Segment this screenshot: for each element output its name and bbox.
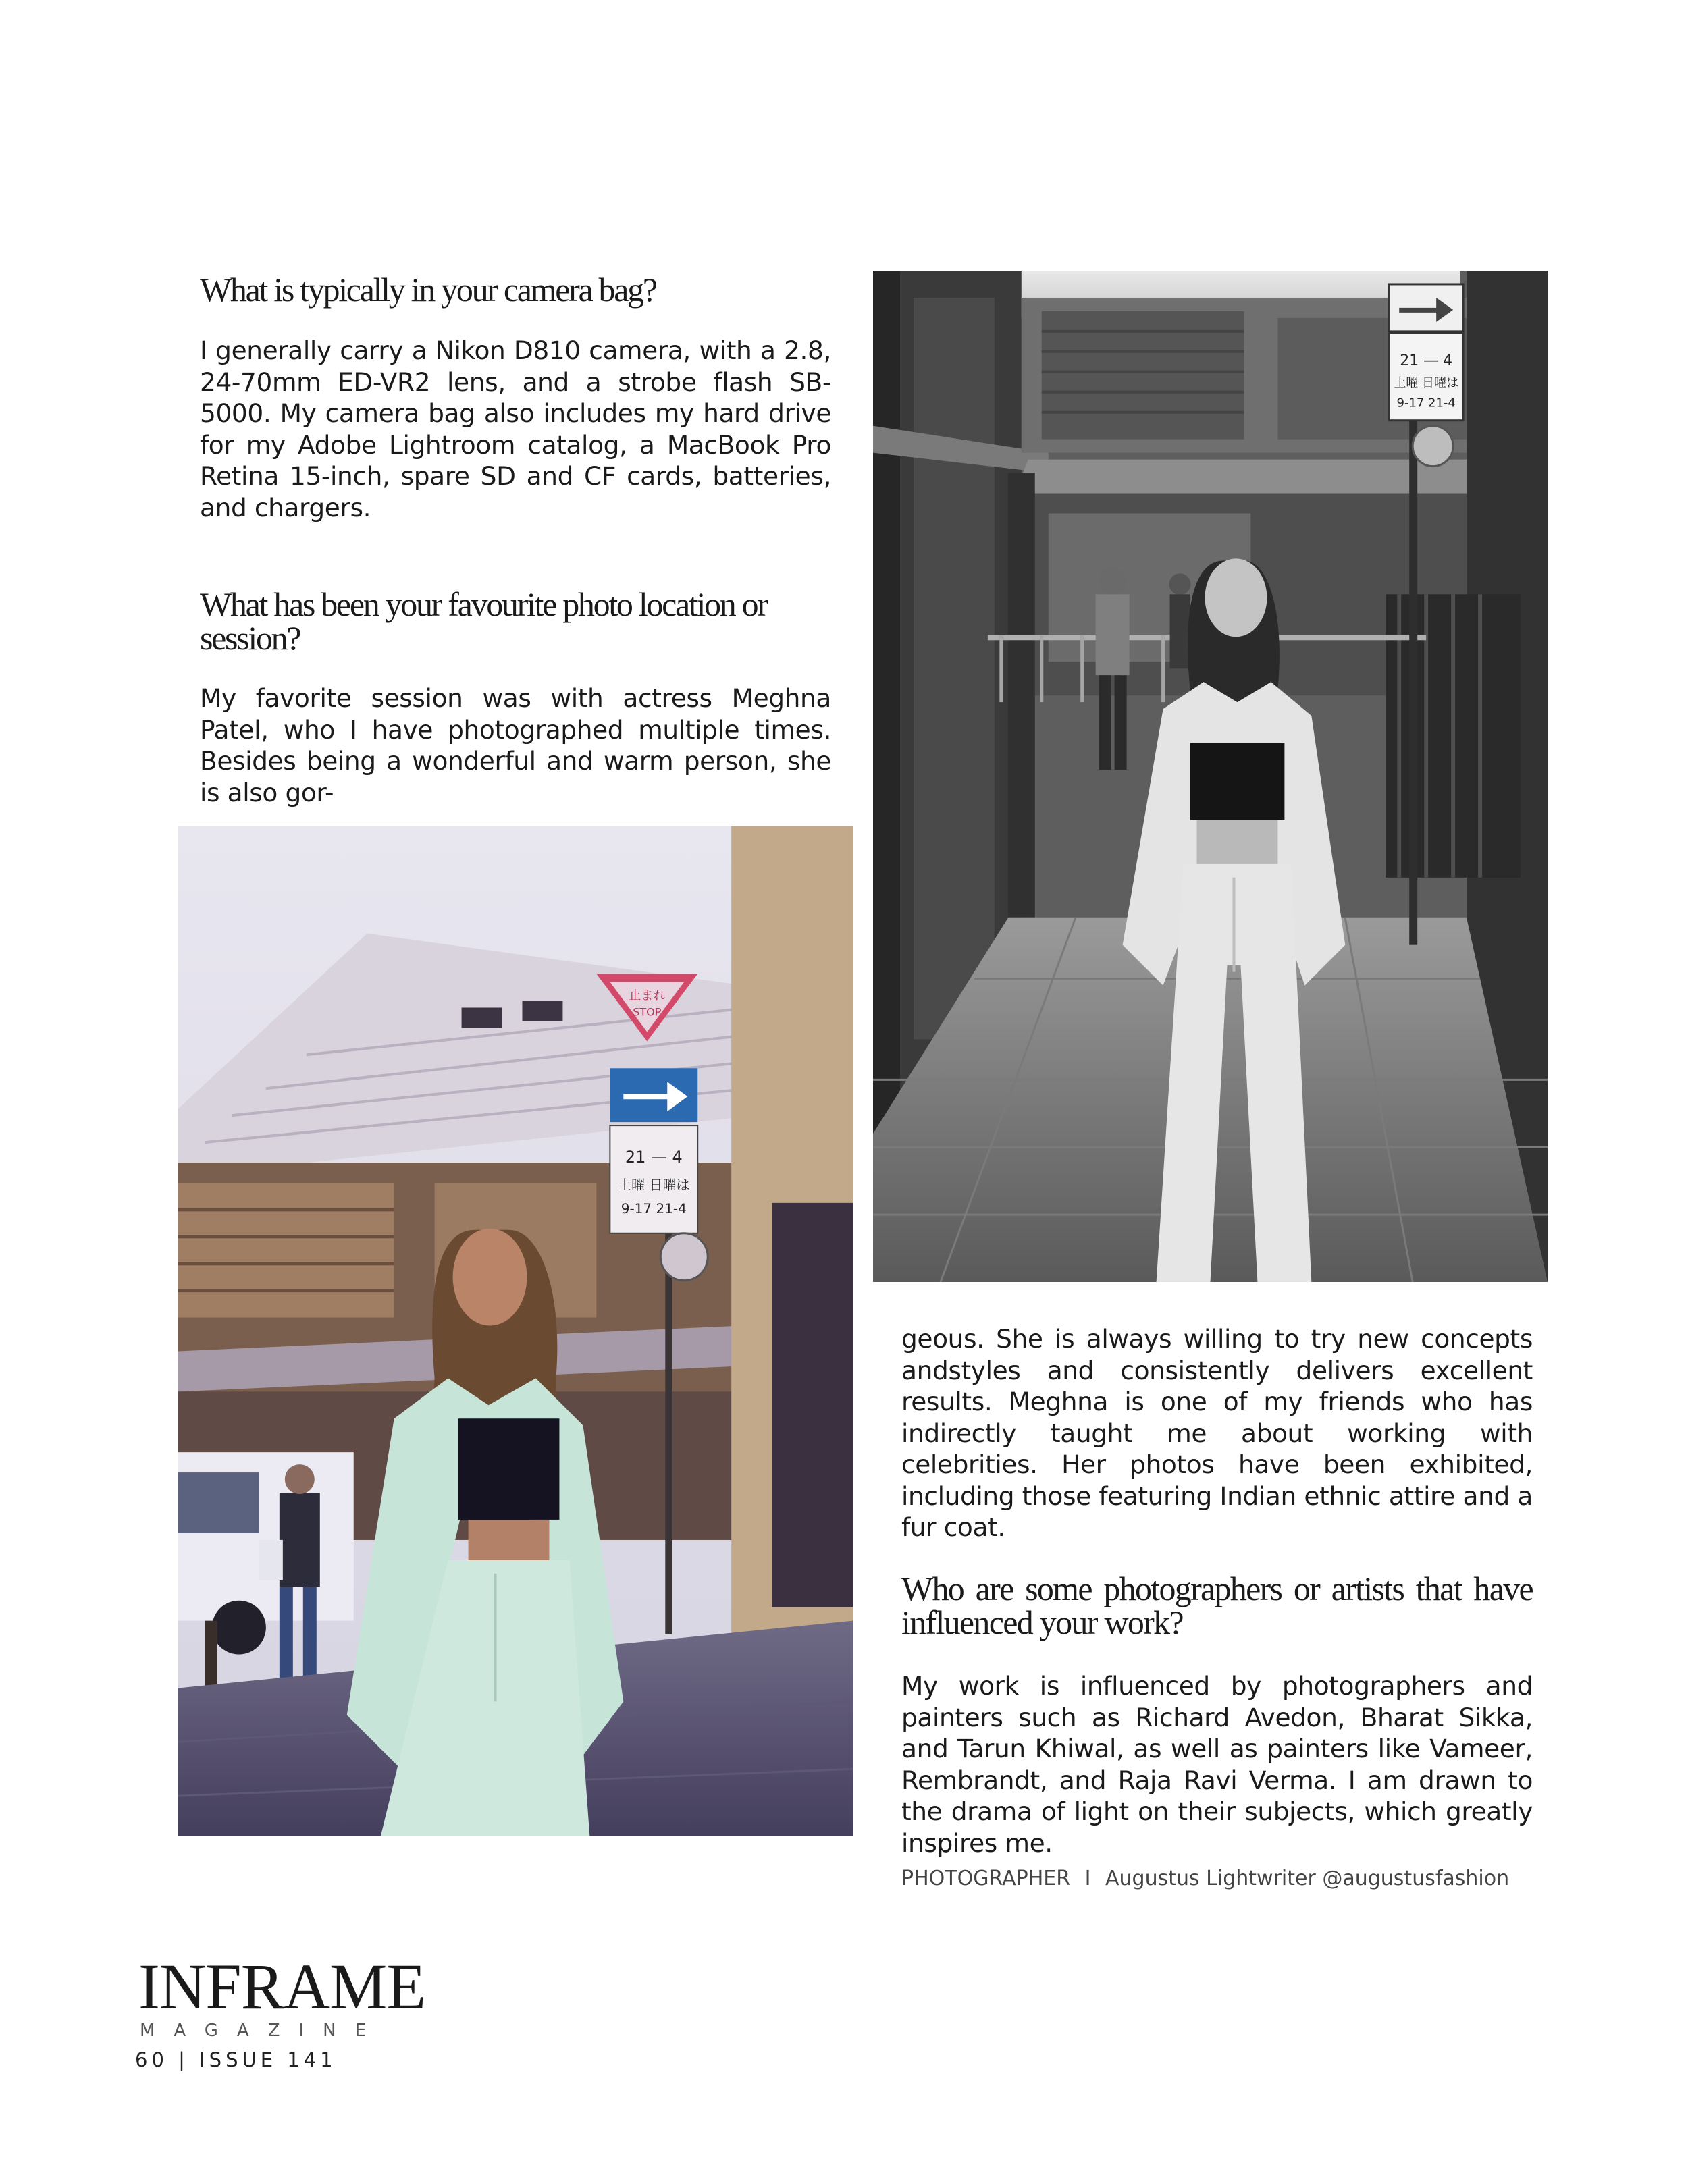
credit-separator: I (1084, 1867, 1091, 1890)
color-sign-line-3: 9-17 21-4 (621, 1200, 687, 1217)
answer-favourite-session-part2: geous. She is always willing to try new concepts andstyles and consistently delivers excellent results. Meghna is one of my friends who has indirectly taught me about working with celebrities. Her photos have been exhibited, including those featuring Indian ethnic attire and a fur coat. (901, 1324, 1533, 1542)
answer-favourite-session-part1: My favorite session was with actress Meghna Patel, who I have photographed multiple times. Besides being a wonderful and warm person, she is also gor- (200, 683, 831, 807)
question-favourite-session: What has been your favourite photo location or session? (200, 585, 767, 657)
color-sign-line-1: 21 — 4 (625, 1148, 683, 1167)
stop-sign-jp: 止まれ (629, 988, 666, 1003)
color-sign-line-2: 土曜 日曜は (618, 1176, 690, 1193)
magazine-subtitle: MAGAZINE (140, 2021, 386, 2041)
credit-name: Augustus Lightwriter @augustusfashion (1105, 1867, 1510, 1890)
masthead (138, 1950, 426, 2041)
credit-label: PHOTOGRAPHER (901, 1867, 1071, 1890)
question-camera-bag: What is typically in your camera bag? (200, 271, 656, 309)
issue-number: 60 | ISSUE 141 (135, 2048, 337, 2071)
bw-sign-line-3: 9-17 21-4 (1396, 396, 1456, 410)
stop-sign-en: STOP (633, 1005, 662, 1019)
magazine-logo: INFRAME (138, 1950, 426, 2023)
bw-sign-line-1: 21 — 4 (1400, 352, 1453, 369)
photo-model-street-bw (873, 271, 1548, 1282)
photo-bw-artwork (873, 271, 1548, 1282)
answer-camera-bag: I generally carry a Nikon D810 camera, with a 2.8, 24-70mm ED-VR2 lens, and a strobe flash SB-5000. My camera bag also includes my hard drive for my Adobe Lightroom catalog, a MacBook Pro Retina 15-inch, spare SD and CF cards, batteries, and chargers. (200, 336, 831, 523)
answer-influences: My work is influenced by photographers and painters such as Richard Avedon, Bharat Sikka, and Tarun Khiwal, as well as painters like Vameer, Rembrandt, and Raja Ravi Verma. I am drawn to the drama of light on their subjects, which greatly inspires me. (901, 1671, 1533, 1858)
photo-model-street-color (178, 826, 853, 1836)
question-influences: Who are some photographers or artists that have influenced your work? (901, 1570, 1533, 1641)
photographer-credit (901, 1867, 1509, 1890)
photo-color-artwork (178, 826, 853, 1836)
bw-sign-line-2: 土曜 日曜は (1394, 375, 1458, 390)
